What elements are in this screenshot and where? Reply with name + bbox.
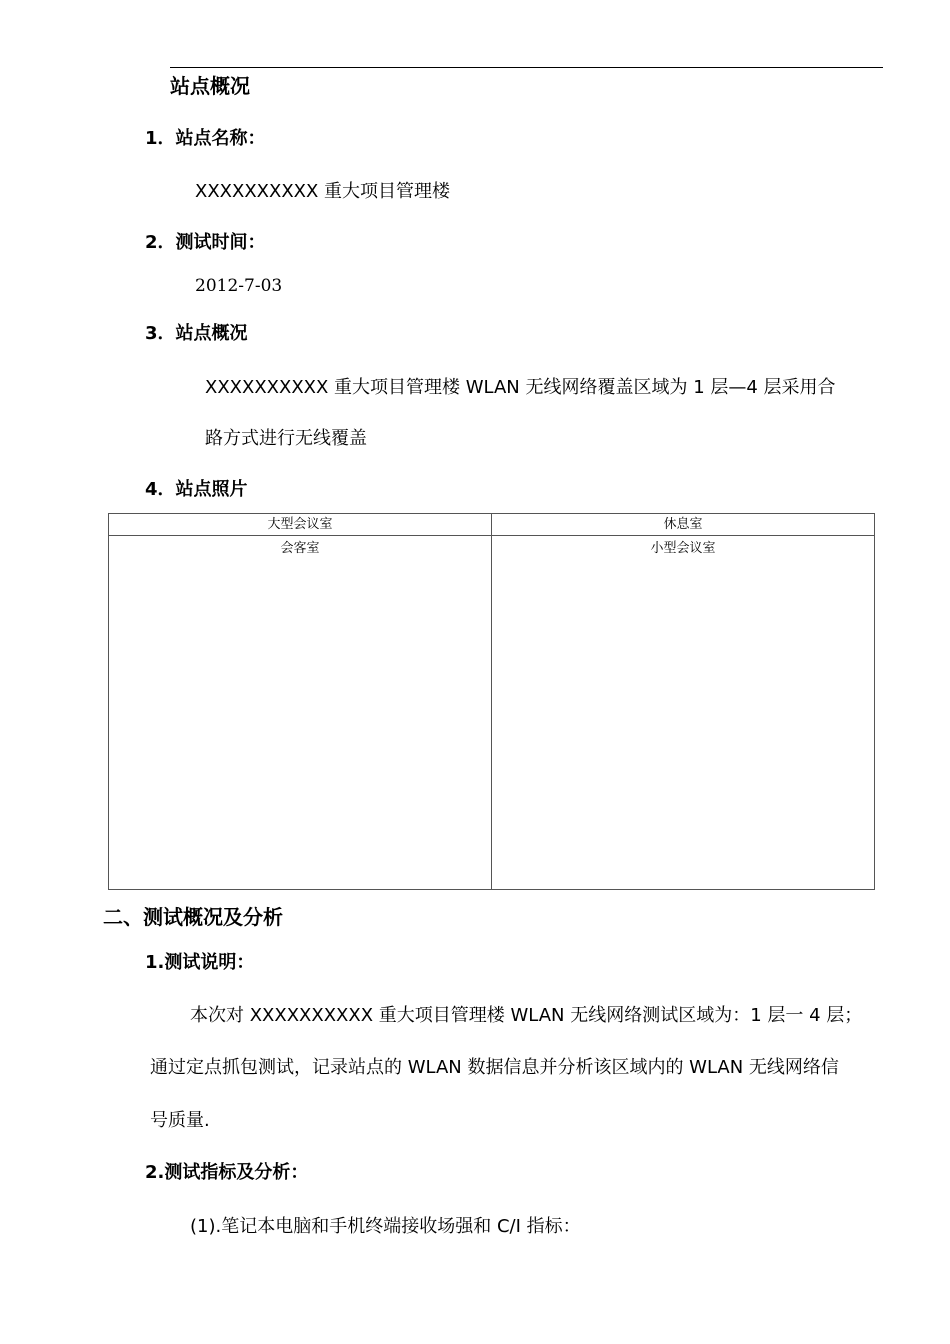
site-photos-label: 4．站点照片 [145,479,248,500]
test-time-value: 2012-7-03 [195,276,283,296]
site-overview-label: 3．站点概况 [145,323,248,344]
photo-table-body-row [109,536,875,890]
test-description-line2: 通过定点抓包测试，记录站点的 WLAN 数据信息并分析该区域内的 WLAN 无线网络信 [150,1057,839,1078]
photo-table-header-row [109,514,875,536]
test-description-line1: 本次对 XXXXXXXXXX 重大项目管理楼 WLAN 无线网络测试区域为：1 层一 4 层； [190,1005,863,1026]
photo-cell-small-meeting-room: 小型会议室 [492,536,875,890]
header-rule [170,67,883,68]
photo-cell-lounge: 休息室 [492,514,875,536]
section2-heading: 二、测试概况及分析 [103,905,283,929]
overview-heading: 站点概况 [170,74,250,98]
site-overview-line1: XXXXXXXXXX 重大项目管理楼 WLAN 无线网络覆盖区域为 1 层—4 层采用合 [205,377,836,398]
test-metrics-label: 2.测试指标及分析： [145,1162,309,1183]
photo-table [108,513,875,890]
photo-cell-large-meeting-room: 大型会议室 [109,514,492,536]
test-metrics-line1: (1).笔记本电脑和手机终端接收场强和 C/I 指标： [190,1216,581,1237]
test-description-line3: 号质量. [150,1110,210,1131]
site-name-value: XXXXXXXXXX 重大项目管理楼 [195,181,451,202]
site-overview-line2: 路方式进行无线覆盖 [205,428,367,449]
test-time-label: 2．测试时间： [145,232,266,253]
site-name-label: 1．站点名称： [145,128,266,149]
test-description-label: 1.测试说明： [145,952,255,973]
photo-cell-reception-room: 会客室 [109,536,492,890]
